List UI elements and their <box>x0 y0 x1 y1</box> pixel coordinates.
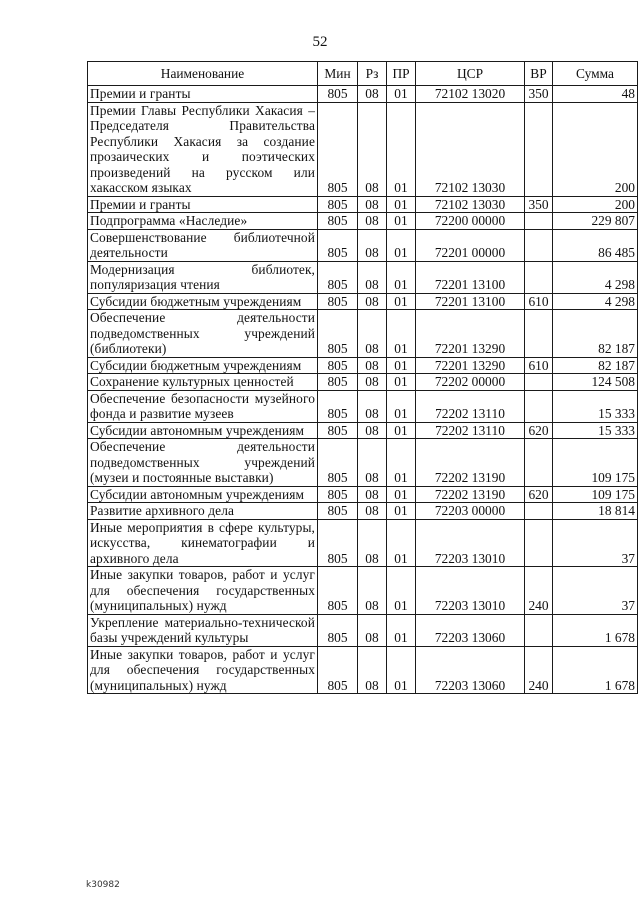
cell-sum: 82 187 <box>553 310 638 358</box>
cell-vr: 610 <box>525 293 553 310</box>
cell-csr: 72201 13100 <box>416 261 525 293</box>
cell-csr: 72202 13110 <box>416 390 525 422</box>
cell-min: 805 <box>318 503 358 520</box>
table-row <box>88 310 638 358</box>
cell-sum: 200 <box>553 102 638 196</box>
cell-pr: 01 <box>387 196 416 213</box>
cell-sum: 18 814 <box>553 503 638 520</box>
table-row <box>88 567 638 615</box>
cell-vr <box>525 439 553 487</box>
cell-min: 805 <box>318 519 358 567</box>
cell-vr: 350 <box>525 86 553 103</box>
cell-vr: 620 <box>525 486 553 503</box>
cell-vr <box>525 503 553 520</box>
cell-sum: 1 678 <box>553 614 638 646</box>
table-row <box>88 486 638 503</box>
cell-sum: 4 298 <box>553 261 638 293</box>
cell-csr: 72201 13290 <box>416 310 525 358</box>
table-row <box>88 614 638 646</box>
cell-csr: 72203 13060 <box>416 614 525 646</box>
cell-csr: 72202 13190 <box>416 439 525 487</box>
cell-min: 805 <box>318 646 358 694</box>
table-row <box>88 213 638 230</box>
cell-sum: 15 333 <box>553 390 638 422</box>
cell-min: 805 <box>318 422 358 439</box>
table-row <box>88 519 638 567</box>
cell-name: Укрепление материально-технической базы учреждений культуры <box>88 614 318 646</box>
cell-min: 805 <box>318 261 358 293</box>
header-csr: ЦСР <box>416 62 525 86</box>
cell-sum: 15 333 <box>553 422 638 439</box>
cell-rz: 08 <box>358 86 387 103</box>
cell-pr: 01 <box>387 439 416 487</box>
table-row <box>88 86 638 103</box>
table-row <box>88 503 638 520</box>
cell-rz: 08 <box>358 646 387 694</box>
cell-sum: 86 485 <box>553 229 638 261</box>
cell-pr: 01 <box>387 567 416 615</box>
cell-name: Субсидии бюджетным учреждениям <box>88 293 318 310</box>
cell-rz: 08 <box>358 374 387 391</box>
cell-min: 805 <box>318 439 358 487</box>
cell-name: Обеспечение деятельности подведомственных учреждений (музеи и постоянные выставки) <box>88 439 318 487</box>
cell-rz: 08 <box>358 439 387 487</box>
table-row <box>88 390 638 422</box>
cell-csr: 72203 00000 <box>416 503 525 520</box>
cell-name: Сохранение культурных ценностей <box>88 374 318 391</box>
cell-pr: 01 <box>387 102 416 196</box>
cell-min: 805 <box>318 293 358 310</box>
cell-min: 805 <box>318 213 358 230</box>
cell-sum: 37 <box>553 519 638 567</box>
table-row <box>88 374 638 391</box>
cell-name: Премии и гранты <box>88 86 318 103</box>
cell-name: Модернизация библиотек, популяризация чтения <box>88 261 318 293</box>
cell-min: 805 <box>318 567 358 615</box>
cell-rz: 08 <box>358 102 387 196</box>
cell-name: Обеспечение деятельности подведомственных учреждений (библиотеки) <box>88 310 318 358</box>
cell-name: Подпрограмма «Наследие» <box>88 213 318 230</box>
cell-min: 805 <box>318 86 358 103</box>
cell-csr: 72102 13030 <box>416 102 525 196</box>
cell-csr: 72102 13030 <box>416 196 525 213</box>
cell-min: 805 <box>318 229 358 261</box>
cell-vr <box>525 390 553 422</box>
cell-vr <box>525 374 553 391</box>
cell-sum: 37 <box>553 567 638 615</box>
cell-pr: 01 <box>387 229 416 261</box>
header-pr: ПР <box>387 62 416 86</box>
cell-sum: 109 175 <box>553 439 638 487</box>
cell-vr <box>525 102 553 196</box>
table-row <box>88 293 638 310</box>
cell-pr: 01 <box>387 293 416 310</box>
cell-rz: 08 <box>358 310 387 358</box>
cell-name: Иные закупки товаров, работ и услуг для обеспечения государственных (муниципальных) нужд <box>88 646 318 694</box>
cell-csr: 72203 13010 <box>416 567 525 615</box>
cell-csr: 72201 00000 <box>416 229 525 261</box>
header-name: Наименование <box>88 62 318 86</box>
table-row <box>88 357 638 374</box>
cell-rz: 08 <box>358 567 387 615</box>
page-number: 52 <box>312 34 328 50</box>
table-row <box>88 439 638 487</box>
cell-vr: 350 <box>525 196 553 213</box>
cell-name: Совершенствование библиотечной деятельности <box>88 229 318 261</box>
cell-pr: 01 <box>387 646 416 694</box>
cell-min: 805 <box>318 486 358 503</box>
cell-csr: 72202 13110 <box>416 422 525 439</box>
table-header-row <box>88 62 638 86</box>
cell-csr: 72203 13010 <box>416 519 525 567</box>
cell-vr <box>525 229 553 261</box>
cell-vr <box>525 261 553 293</box>
cell-sum: 109 175 <box>553 486 638 503</box>
cell-pr: 01 <box>387 86 416 103</box>
cell-sum: 48 <box>553 86 638 103</box>
cell-rz: 08 <box>358 261 387 293</box>
table-row <box>88 102 638 196</box>
cell-vr: 240 <box>525 567 553 615</box>
cell-sum: 200 <box>553 196 638 213</box>
cell-vr: 620 <box>525 422 553 439</box>
cell-csr: 72203 13060 <box>416 646 525 694</box>
cell-name: Субсидии автономным учреждениям <box>88 486 318 503</box>
cell-csr: 72102 13020 <box>416 86 525 103</box>
table-row <box>88 196 638 213</box>
cell-pr: 01 <box>387 422 416 439</box>
cell-name: Премии Главы Республики Хакасия – Председателя Правительства Республики Хакасия за создание прозаических и поэтических произведений на русском или хакасском языках <box>88 102 318 196</box>
cell-sum: 4 298 <box>553 293 638 310</box>
cell-rz: 08 <box>358 503 387 520</box>
cell-csr: 72201 13290 <box>416 357 525 374</box>
table-row <box>88 422 638 439</box>
cell-sum: 82 187 <box>553 357 638 374</box>
cell-min: 805 <box>318 614 358 646</box>
cell-rz: 08 <box>358 357 387 374</box>
cell-min: 805 <box>318 196 358 213</box>
cell-pr: 01 <box>387 213 416 230</box>
cell-pr: 01 <box>387 390 416 422</box>
cell-pr: 01 <box>387 486 416 503</box>
cell-rz: 08 <box>358 390 387 422</box>
cell-csr: 72202 13190 <box>416 486 525 503</box>
cell-rz: 08 <box>358 486 387 503</box>
cell-sum: 229 807 <box>553 213 638 230</box>
cell-name: Иные мероприятия в сфере культуры, искусства, кинематографии и архивного дела <box>88 519 318 567</box>
cell-name: Субсидии автономным учреждениям <box>88 422 318 439</box>
cell-sum: 124 508 <box>553 374 638 391</box>
table-row <box>88 646 638 694</box>
cell-name: Обеспечение безопасности музейного фонда и развитие музеев <box>88 390 318 422</box>
cell-vr <box>525 614 553 646</box>
cell-vr: 240 <box>525 646 553 694</box>
cell-min: 805 <box>318 390 358 422</box>
header-rz: Рз <box>358 62 387 86</box>
cell-name: Иные закупки товаров, работ и услуг для обеспечения государственных (муниципальных) нужд <box>88 567 318 615</box>
cell-pr: 01 <box>387 374 416 391</box>
header-vr: ВР <box>525 62 553 86</box>
table-row <box>88 261 638 293</box>
cell-rz: 08 <box>358 422 387 439</box>
cell-vr <box>525 213 553 230</box>
header-sum: Сумма <box>553 62 638 86</box>
cell-sum: 1 678 <box>553 646 638 694</box>
cell-pr: 01 <box>387 310 416 358</box>
cell-pr: 01 <box>387 357 416 374</box>
cell-vr <box>525 519 553 567</box>
cell-name: Премии и гранты <box>88 196 318 213</box>
cell-rz: 08 <box>358 293 387 310</box>
cell-rz: 08 <box>358 196 387 213</box>
cell-csr: 72202 00000 <box>416 374 525 391</box>
table-body <box>88 86 638 694</box>
cell-pr: 01 <box>387 614 416 646</box>
footer-code: k30982 <box>86 880 120 890</box>
cell-rz: 08 <box>358 614 387 646</box>
header-min: Мин <box>318 62 358 86</box>
table-row <box>88 229 638 261</box>
cell-pr: 01 <box>387 519 416 567</box>
cell-pr: 01 <box>387 261 416 293</box>
cell-rz: 08 <box>358 519 387 567</box>
cell-min: 805 <box>318 310 358 358</box>
cell-rz: 08 <box>358 213 387 230</box>
cell-min: 805 <box>318 374 358 391</box>
cell-csr: 72201 13100 <box>416 293 525 310</box>
cell-min: 805 <box>318 102 358 196</box>
cell-name: Развитие архивного дела <box>88 503 318 520</box>
cell-rz: 08 <box>358 229 387 261</box>
cell-name: Субсидии бюджетным учреждениям <box>88 357 318 374</box>
cell-csr: 72200 00000 <box>416 213 525 230</box>
cell-vr <box>525 310 553 358</box>
cell-pr: 01 <box>387 503 416 520</box>
cell-min: 805 <box>318 357 358 374</box>
cell-vr: 610 <box>525 357 553 374</box>
budget-table <box>87 61 638 694</box>
